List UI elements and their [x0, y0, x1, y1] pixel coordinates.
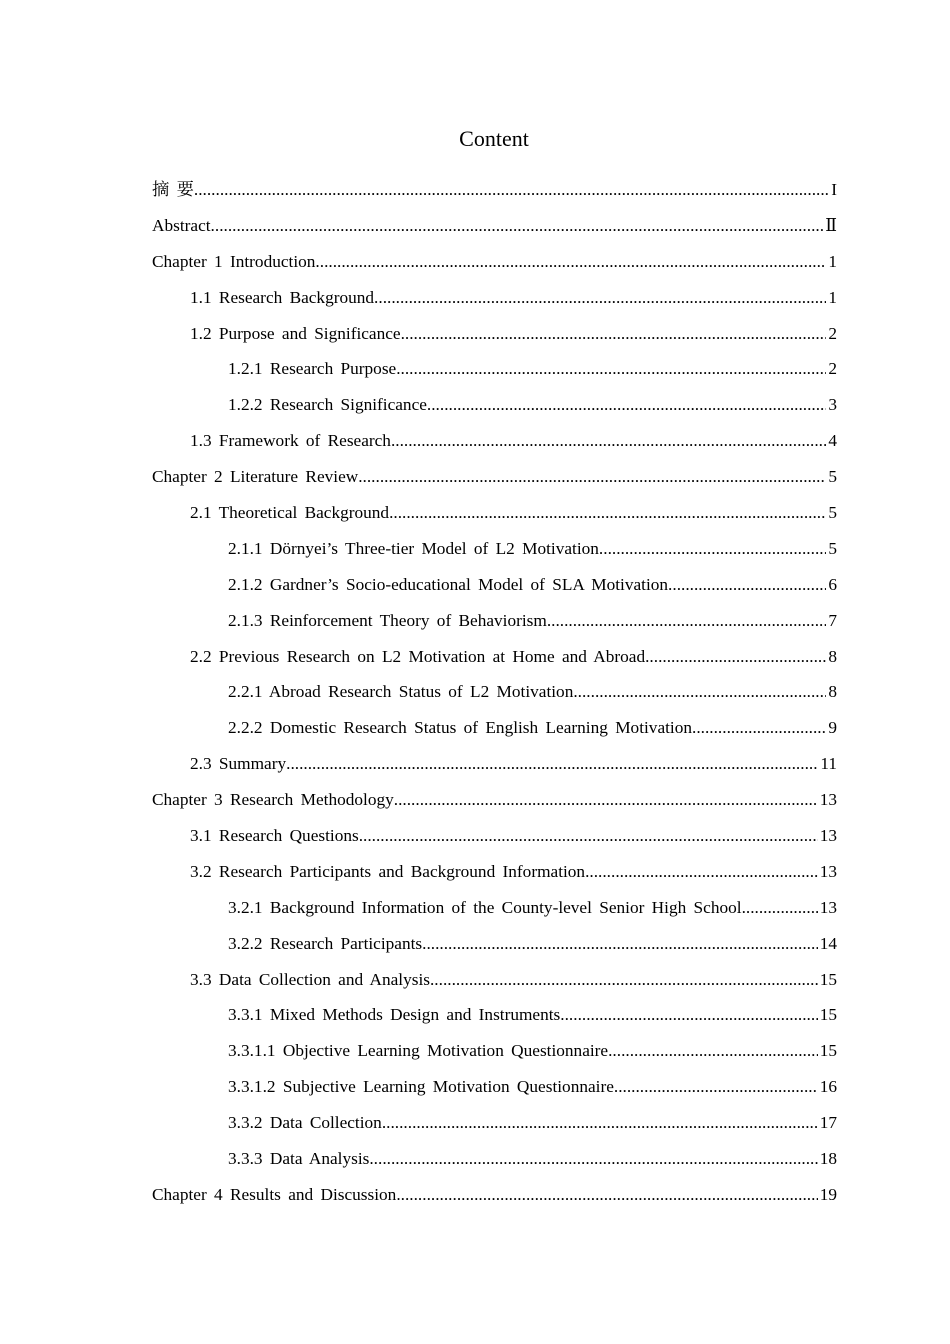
toc-dot-leader — [394, 782, 818, 818]
toc-entry[interactable] — [152, 1069, 837, 1105]
toc-dot-leader — [427, 387, 826, 423]
toc-entry[interactable] — [152, 387, 837, 423]
toc-entry-page-number: 15 — [819, 1041, 837, 1061]
toc-entry-page-number: 15 — [819, 1005, 837, 1025]
toc-entry-label: 3.3.2 Data Collection — [228, 1105, 382, 1141]
toc-entry-page-number: 11 — [820, 754, 837, 774]
toc-entry-page-number: 15 — [819, 969, 837, 989]
toc-dot-leader — [668, 567, 826, 603]
toc-dot-leader — [391, 423, 826, 459]
toc-entry-page-number: 6 — [828, 574, 837, 594]
toc-entry[interactable] — [152, 208, 837, 244]
toc-entry-label: 3.2.1 Background Information of the County-level Senior High School — [228, 890, 742, 926]
toc-entry[interactable] — [152, 531, 837, 567]
toc-entry-label: 2.2 Previous Research on L2 Motivation at Home and Abroad — [190, 639, 645, 675]
toc-entry[interactable] — [152, 1177, 837, 1213]
toc-entry-label: Chapter 1 Introduction — [152, 244, 315, 280]
toc-dot-leader — [374, 280, 826, 316]
toc-entry[interactable] — [152, 782, 837, 818]
toc-entry-label: 3.3.1.2 Subjective Learning Motivation Questionnaire — [228, 1069, 614, 1105]
toc-entry[interactable] — [152, 567, 837, 603]
toc-entry[interactable] — [152, 280, 837, 316]
toc-entry-page-number: 13 — [819, 790, 837, 810]
toc-dot-leader — [211, 208, 824, 244]
toc-entry-page-number: 14 — [819, 933, 837, 953]
toc-dot-leader — [401, 316, 827, 352]
toc-entry[interactable] — [152, 890, 837, 926]
toc-entry-page-number: 13 — [819, 897, 837, 917]
toc-entry[interactable] — [152, 674, 837, 710]
toc-dot-leader — [315, 244, 826, 280]
toc-entry[interactable] — [152, 423, 837, 459]
toc-entry-label: 3.2 Research Participants and Background Information — [190, 854, 585, 890]
toc-entry[interactable] — [152, 997, 837, 1033]
table-of-contents — [152, 172, 837, 1213]
toc-dot-leader — [382, 1105, 818, 1141]
toc-entry-page-number: 8 — [828, 646, 837, 666]
toc-entry[interactable] — [152, 459, 837, 495]
toc-entry-label: 2.3 Summary — [190, 746, 286, 782]
toc-entry-page-number: 16 — [819, 1077, 837, 1097]
toc-entry[interactable] — [152, 854, 837, 890]
toc-dot-leader — [692, 710, 826, 746]
toc-entry[interactable] — [152, 639, 837, 675]
toc-entry-label: 3.2.2 Research Participants — [228, 926, 422, 962]
toc-entry-label: 2.1 Theoretical Background — [190, 495, 389, 531]
toc-dot-leader — [396, 351, 826, 387]
toc-entry-label: 2.1.1 Dörnyei’s Three-tier Model of L2 Motivation — [228, 531, 599, 567]
toc-entry-page-number: 8 — [828, 682, 837, 702]
toc-dot-leader — [742, 890, 818, 926]
toc-dot-leader — [608, 1033, 818, 1069]
toc-dot-leader — [547, 603, 827, 639]
toc-entry-page-number: 5 — [828, 467, 837, 487]
toc-entry-page-number: 2 — [828, 323, 837, 343]
toc-entry[interactable] — [152, 1105, 837, 1141]
toc-entry-page-number: 9 — [828, 718, 837, 738]
toc-entry-label: 摘 要 — [152, 172, 194, 208]
toc-entry-label: 1.2.1 Research Purpose — [228, 351, 396, 387]
toc-entry-page-number: 18 — [819, 1149, 837, 1169]
toc-dot-leader — [422, 926, 818, 962]
toc-entry-page-number: 3 — [828, 395, 837, 415]
toc-entry-page-number: 2 — [828, 359, 837, 379]
toc-dot-leader — [585, 854, 818, 890]
toc-dot-leader — [396, 1177, 817, 1213]
toc-entry-page-number: I — [831, 180, 837, 199]
toc-entry-page-number: 7 — [828, 610, 837, 630]
toc-entry[interactable] — [152, 926, 837, 962]
toc-entry[interactable] — [152, 316, 837, 352]
toc-entry[interactable] — [152, 603, 837, 639]
toc-entry[interactable] — [152, 1033, 837, 1069]
toc-entry-label: 3.1 Research Questions — [190, 818, 359, 854]
toc-entry-page-number: 13 — [819, 826, 837, 846]
toc-entry[interactable] — [152, 710, 837, 746]
toc-entry-label: Abstract — [152, 208, 211, 244]
toc-entry-page-number: 19 — [819, 1184, 837, 1204]
toc-entry-page-number: 4 — [828, 431, 837, 451]
toc-dot-leader — [560, 997, 817, 1033]
toc-entry-label: 1.2.2 Research Significance — [228, 387, 427, 423]
toc-entry-label: Chapter 2 Literature Review — [152, 459, 358, 495]
toc-dot-leader — [194, 172, 829, 208]
page-title: Content — [459, 126, 529, 151]
toc-entry-label: 3.3.1 Mixed Methods Design and Instruments — [228, 997, 560, 1033]
toc-entry-label: 1.1 Research Background — [190, 280, 374, 316]
toc-entry[interactable] — [152, 1141, 837, 1177]
toc-entry[interactable] — [152, 495, 837, 531]
toc-entry[interactable] — [152, 962, 837, 998]
toc-entry-page-number: 5 — [828, 503, 837, 523]
toc-entry-label: 3.3.3 Data Analysis — [228, 1141, 369, 1177]
toc-entry-label: Chapter 3 Research Methodology — [152, 782, 394, 818]
toc-entry-page-number: 1 — [828, 251, 837, 271]
toc-dot-leader — [430, 962, 818, 998]
toc-entry-page-number: 17 — [819, 1113, 837, 1133]
toc-dot-leader — [614, 1069, 818, 1105]
toc-entry-label: 2.1.2 Gardner’s Socio-educational Model of SLA Motivation — [228, 567, 668, 603]
toc-dot-leader — [369, 1141, 817, 1177]
toc-entry-label: 3.3.1.1 Objective Learning Motivation Questionnaire — [228, 1033, 608, 1069]
toc-dot-leader — [389, 495, 826, 531]
toc-entry-label: 1.2 Purpose and Significance — [190, 316, 401, 352]
toc-dot-leader — [359, 818, 818, 854]
toc-entry-label: 2.2.1 Abroad Research Status of L2 Motivation — [228, 674, 573, 710]
toc-entry[interactable] — [152, 172, 837, 208]
toc-entry-page-number: 1 — [828, 287, 837, 307]
toc-dot-leader — [645, 639, 826, 675]
toc-entry-label: 2.2.2 Domestic Research Status of English Learning Motivation — [228, 710, 692, 746]
toc-dot-leader — [286, 746, 818, 782]
toc-entry-label: 2.1.3 Reinforcement Theory of Behaviorism — [228, 603, 547, 639]
toc-entry[interactable] — [152, 351, 837, 387]
toc-dot-leader — [573, 674, 826, 710]
toc-entry-page-number: Ⅱ — [825, 215, 837, 235]
toc-entry-page-number: 5 — [828, 538, 837, 558]
toc-entry-page-number: 13 — [819, 861, 837, 881]
toc-entry[interactable] — [152, 818, 837, 854]
toc-entry[interactable] — [152, 746, 837, 782]
toc-dot-leader — [358, 459, 826, 495]
toc-entry-label: 3.3 Data Collection and Analysis — [190, 962, 430, 998]
toc-entry-label: Chapter 4 Results and Discussion — [152, 1177, 396, 1213]
toc-dot-leader — [599, 531, 826, 567]
toc-entry-label: 1.3 Framework of Research — [190, 423, 391, 459]
toc-entry[interactable] — [152, 244, 837, 280]
